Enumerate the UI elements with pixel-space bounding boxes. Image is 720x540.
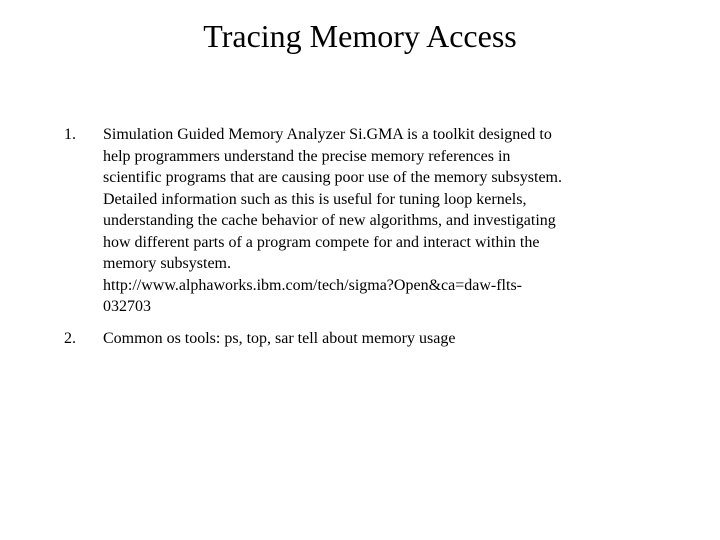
text-line: Simulation Guided Memory Analyzer Si.GMA is a toolkit designed to: [103, 126, 552, 143]
url-text-line: 032703: [103, 298, 151, 315]
item-number: 1.: [64, 126, 76, 143]
text-line: Detailed information such as this is useful for tuning loop kernels,: [103, 190, 527, 208]
text-line: Common os tools: ps, top, sar tell about memory usage: [103, 329, 456, 347]
slide-title: Tracing Memory Access: [203, 18, 517, 54]
text-line: scientific programs that are causing poor use of the memory subsystem.: [103, 169, 562, 186]
numbered-list: [0, 124, 720, 349]
list-item: [0, 328, 720, 350]
text-line: memory subsystem.: [103, 255, 231, 272]
list-item: [0, 124, 720, 318]
item-text: [103, 328, 648, 350]
item-number: 2.: [64, 329, 76, 347]
text-line: help programmers understand the precise memory references in: [103, 147, 511, 165]
text-line: understanding the cache behavior of new algorithms, and investigating: [103, 212, 556, 229]
text-line: how different parts of a program compete for and interact within the: [103, 233, 540, 251]
item-text: [103, 124, 648, 318]
url-text-line: http://www.alphaworks.ibm.com/tech/sigma?Open&ca=daw-flts-: [103, 276, 522, 294]
